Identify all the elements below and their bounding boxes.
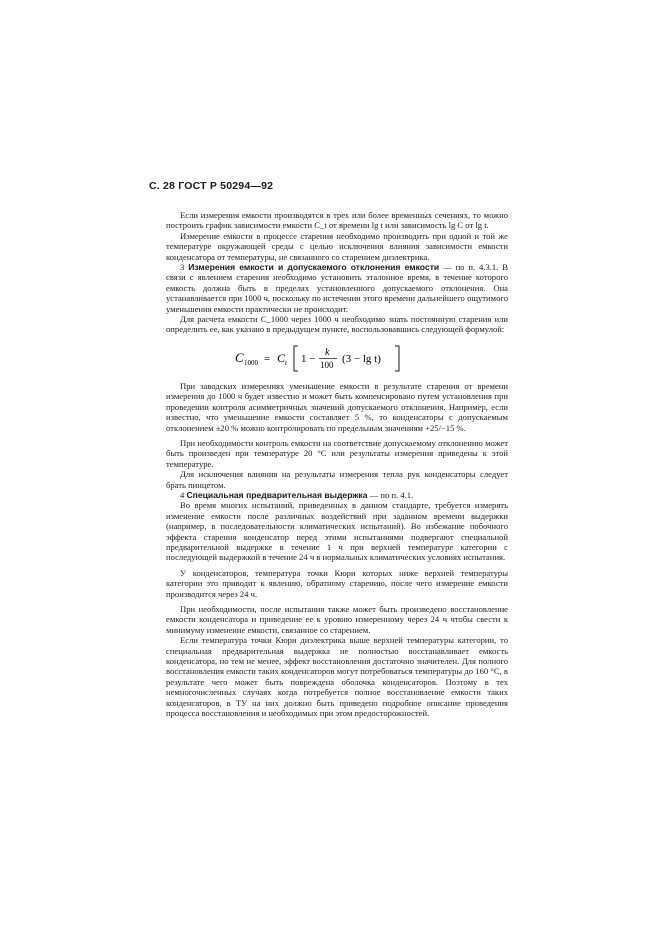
formula-lhs: C bbox=[235, 349, 244, 365]
section-4-title: Специальная предварительная выдержка bbox=[186, 489, 368, 500]
formula-svg bbox=[217, 342, 457, 374]
left-bracket bbox=[294, 346, 298, 371]
paragraph: У конденсаторов, температура точки Кюри которых ниже верхней температуры категории это приводит к явлению, обратному старению, после чего измерение емкости производится через 24 ч. bbox=[166, 567, 508, 599]
paragraph: Если температура точки Кюри диэлектрика выше верхней температуры категории, то специальная предварительная выдержка не полностью восстанавливает емкость конденсатора, но тем не менее, эффект восстановления достаточно значителен. Для полного восстановления емкости таких конденсаторов могут потребоваться температуры до 160 °С, в результате чего может быть повреждена оболочка конденсаторов. Поэтому в тех немногочисленных случаях когда потребуется полное восстановление емкости таких конденсаторов, в ТУ на них должно быть приведено подробное описание проведения процесса восстановления и необходимых при этом предосторожностей. bbox=[166, 635, 508, 719]
paragraph: Измерение емкости в процессе старения необходимо производить при одной и той же температуре окружающей среды с целью исключения влияния зависимости емкости конденсатора от температуры, не связанного со старением диэлектрика. bbox=[166, 230, 508, 262]
formula-factor-sub: t bbox=[285, 358, 287, 367]
formula-tail: (3 − lg t) bbox=[342, 352, 381, 365]
section-3 bbox=[166, 262, 508, 314]
formula-factor: C bbox=[277, 350, 286, 365]
paragraph: Для исключения влияния на результаты измерения тепла рук конденсаторы следует брать пинцетом. bbox=[166, 469, 508, 490]
section-3-number: 3 bbox=[180, 262, 185, 273]
paragraph: Если измерения емкости производятся в трех или более временных сечениях, то можно построить график зависимости емкости C_t от времени lg t или зависимость lg C от lg t. bbox=[166, 210, 508, 231]
formula-one-minus: 1 − bbox=[301, 352, 316, 365]
formula-numerator: k bbox=[325, 346, 330, 358]
section-3-ref: — по п. 4.3.1. bbox=[443, 262, 499, 273]
page-header: С. 28 ГОСТ Р 50294—92 bbox=[149, 180, 274, 192]
formula-eq: = bbox=[264, 352, 271, 365]
section-4 bbox=[166, 490, 508, 500]
formula-denominator: 100 bbox=[320, 359, 334, 370]
section-4-ref: — по п. 4.1. bbox=[369, 489, 414, 500]
document-body bbox=[166, 210, 508, 718]
right-bracket bbox=[395, 346, 399, 371]
paragraph: При необходимости контроль емкости на соответствие допускаемому отклонению может быть произведен при температуре 20 °С или результаты измерения приведены к этой температуре. bbox=[166, 437, 508, 469]
paragraph: При заводских измерениях уменьшение емкости в результате старения от времени измерения до 1000 ч будет известно и может быть компенсировано путем установления при проведении контроля асимметричных значений допускаемого отклонения. Например, если известно, что уменьшение емкости составляет 5 %, то конденсаторы с допускаемым отклонением ±20 % можно контролировать по предельным значениям +25/−15 %. bbox=[166, 380, 508, 433]
paragraph: При необходимости, после испытания также может быть произведено восстановление емкости конденсатора и приведение ее к уровню измеренному через 24 ч чтобы свести к минимуму изменение емкости, связанное со старением. bbox=[166, 604, 508, 635]
section-3-text: В связи с явлением старения необходимо установить эталонное время, в течение которого емкость должна быть в пределах установленного допускаемого отклонения. Она устанавливается при 1000 ч, поскольку по истечении этого времени дальнейшего ощутимого уменьшения емкости практически не происходит. bbox=[166, 262, 508, 314]
section-3-title: Измерения емкости и допускаемого отклонения емкости bbox=[188, 262, 440, 273]
paragraph: Для расчета емкости C_1000 через 1000 ч необходимо знать постоянную старения или определить ее, как указано в предыдущем пункте, воспользовавшись следующей формулой: bbox=[166, 314, 508, 335]
section-4-number: 4 bbox=[180, 489, 185, 500]
formula bbox=[166, 342, 508, 372]
formula-lhs-sub: 1000 bbox=[244, 358, 258, 367]
paragraph: Во время многих испытаний, приведенных в данном стандарте, требуется измерять изменение емкости после различных воздействий при заданном времени выдержки (например, в последовательности климатических испытаний). Во избежание побочного эффекта старения конденсатор перед этими испытаниями подвергают специальной предварительной выдержке в течение 1 ч при верхней температуре категории с последующей выдержкой в течение 24 ч в нормальных климатических условиях испытания. bbox=[166, 500, 508, 563]
